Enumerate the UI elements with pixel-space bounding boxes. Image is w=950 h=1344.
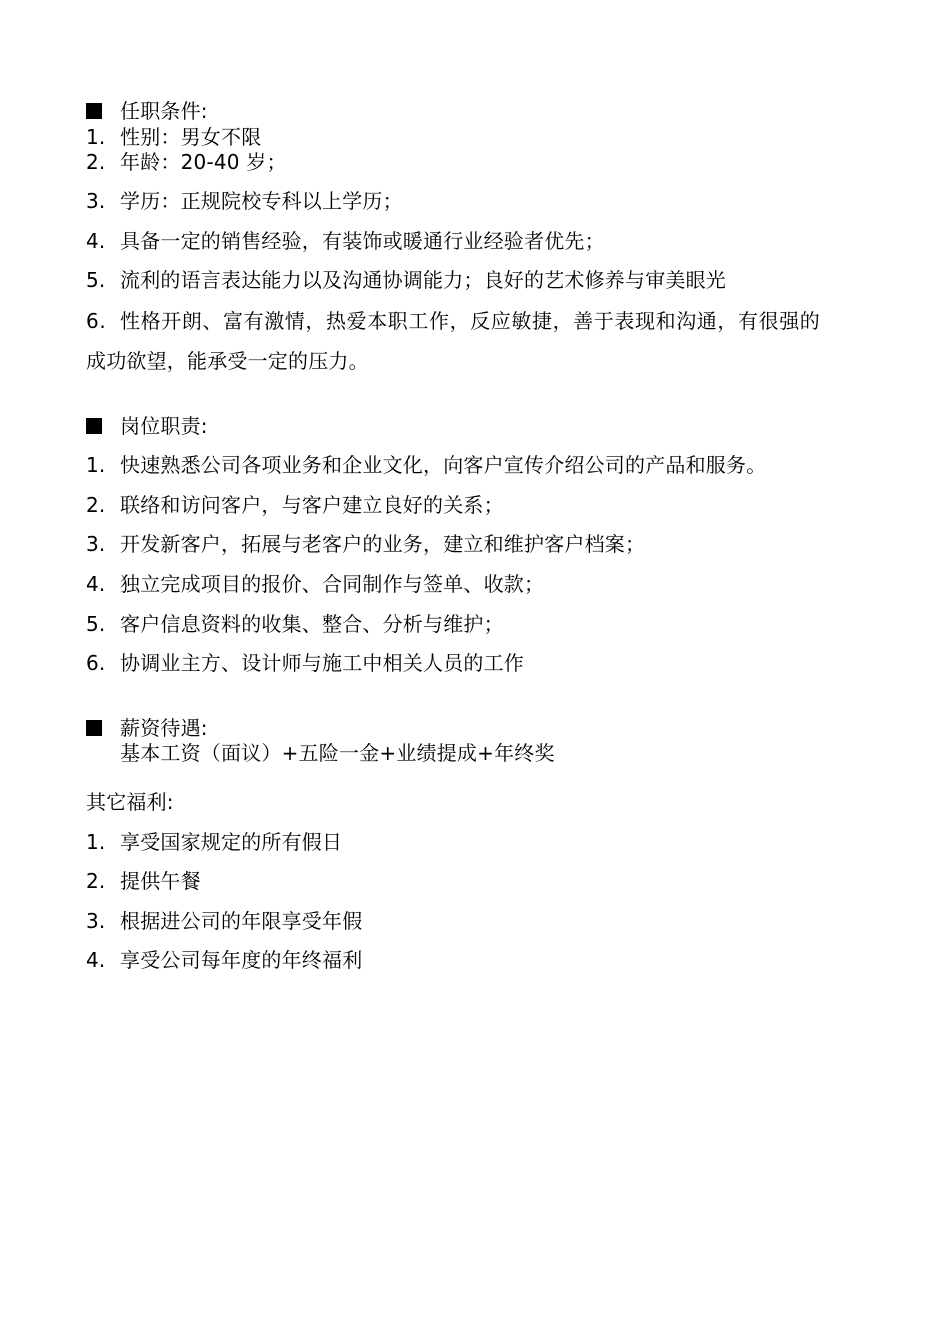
duties-heading: 岗位职责: <box>86 414 208 438</box>
salary-heading: 薪资待遇: <box>86 716 208 740</box>
requirement-item: 4. 具备一定的销售经验，有装饰或暖通行业经验者优先； <box>86 229 605 253</box>
square-bullet-icon <box>86 716 120 740</box>
benefit-item: 4. 享受公司每年度的年终福利 <box>86 948 363 972</box>
duty-item: 3. 开发新客户，拓展与老客户的业务，建立和维护客户档案； <box>86 532 646 556</box>
duty-item: 2. 联络和访问客户，与客户建立良好的关系； <box>86 493 504 517</box>
requirements-heading: 任职条件: <box>86 99 208 123</box>
benefit-item: 2. 提供午餐 <box>86 869 201 893</box>
square-bullet-icon <box>86 99 120 123</box>
salary-detail: 基本工资（面议）+五险一金+业绩提成+年终奖 <box>120 741 555 765</box>
benefit-item: 1. 享受国家规定的所有假日 <box>86 830 343 854</box>
duty-item: 5. 客户信息资料的收集、整合、分析与维护； <box>86 612 504 636</box>
requirement-item: 1. 性别：男女不限 <box>86 125 262 149</box>
benefits-heading: 其它福利: <box>86 790 174 814</box>
requirement-item: 2. 年龄：20-40 岁； <box>86 150 287 174</box>
requirement-item: 3. 学历：正规院校专科以上学历； <box>86 189 403 213</box>
duty-item: 6. 协调业主方、设计师与施工中相关人员的工作 <box>86 651 524 675</box>
duty-item: 4. 独立完成项目的报价、合同制作与签单、收款； <box>86 572 545 596</box>
requirement-item: 6. 性格开朗、富有激情，热爱本职工作，反应敏捷，善于表现和沟通，有很强的 <box>86 309 821 333</box>
square-bullet-icon <box>86 414 120 438</box>
requirement-item: 5. 流利的语言表达能力以及沟通协调能力；良好的艺术修养与审美眼光 <box>86 268 726 292</box>
requirement-item-continuation: 成功欲望，能承受一定的压力。 <box>86 349 369 373</box>
benefit-item: 3. 根据进公司的年限享受年假 <box>86 909 363 933</box>
duty-item: 1. 快速熟悉公司各项业务和企业文化，向客户宣传介绍公司的产品和服务。 <box>86 453 767 477</box>
